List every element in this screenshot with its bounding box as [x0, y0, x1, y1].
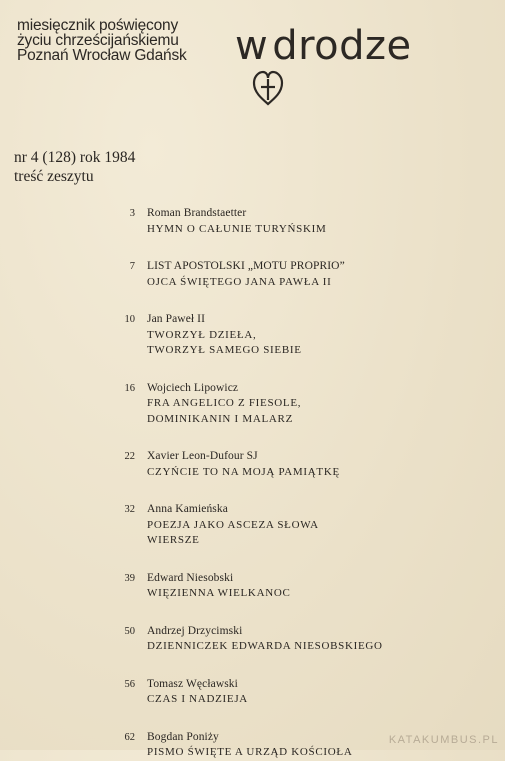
table-of-contents	[118, 206, 488, 761]
toc-author: Wojciech Lipowicz	[147, 381, 239, 394]
toc-title: TWORZYŁ SAMEGO SIEBIE	[147, 344, 302, 356]
toc-entry	[118, 312, 488, 359]
toc-page-number: 22	[124, 451, 135, 462]
magazine-title-first: w	[235, 23, 269, 69]
toc-entry	[118, 571, 488, 602]
toc-page-number: 3	[129, 208, 135, 219]
toc-title: PISMO ŚWIĘTE A URZĄD KOŚCIOŁA	[147, 746, 353, 758]
toc-entry	[118, 677, 488, 708]
toc-page-number: 62	[124, 731, 135, 743]
toc-author: Anna Kamieńska	[147, 503, 228, 515]
toc-title: FRA ANGELICO Z FIESOLE,	[147, 397, 302, 409]
toc-author: Tomasz Węcławski	[147, 677, 238, 690]
magazine-title	[235, 24, 412, 68]
toc-entry	[118, 624, 488, 655]
toc-title: POEZJA JAKO ASCEZA SŁOWA	[147, 518, 319, 531]
masthead-tagline	[17, 18, 187, 63]
toc-entry	[118, 449, 488, 480]
contents-label: treść zeszytu	[14, 168, 94, 185]
toc-author: Andrzej Drzycimski	[147, 624, 243, 637]
tagline-line: miesięcznik poświęcony	[17, 17, 178, 34]
toc-page-number: 56	[124, 678, 135, 690]
toc-author: Jan Paweł II	[147, 313, 206, 325]
issue-number: nr 4 (128) rok 1984	[14, 149, 136, 166]
toc-page-number: 7	[129, 261, 135, 272]
toc-entry	[118, 206, 488, 237]
toc-page-number: 50	[124, 625, 135, 637]
toc-title: OJCA ŚWIĘTEGO JANA PAWŁA II	[147, 275, 332, 288]
toc-title: HYMN O CAŁUNIE TURYŃSKIM	[147, 222, 327, 235]
toc-page-number: 16	[124, 382, 135, 394]
toc-title: TWORZYŁ DZIEŁA,	[147, 328, 257, 341]
toc-author: LIST APOSTOLSKI „MOTU PROPRIO”	[147, 260, 345, 272]
issue-info	[14, 148, 135, 186]
toc-author: Edward Niesobski	[147, 571, 234, 584]
toc-entry	[118, 381, 488, 428]
cross-heart-logo-icon	[251, 66, 285, 106]
masthead	[17, 18, 487, 108]
toc-page-number: 32	[124, 504, 135, 515]
toc-entry	[118, 502, 488, 549]
toc-title: DOMINIKANIN I MALARZ	[147, 412, 293, 425]
toc-page-number: 10	[124, 314, 135, 325]
toc-title: DZIENNICZEK EDWARDA NIESOBSKIEGO	[147, 640, 383, 652]
toc-page-number: 39	[124, 572, 135, 584]
toc-author: Bogdan Poniży	[147, 730, 219, 743]
toc-author: Roman Brandstaetter	[147, 207, 247, 219]
toc-title: CZAS I NADZIEJA	[147, 693, 248, 705]
toc-title: WIĘZIENNA WIELKANOC	[147, 587, 291, 599]
toc-title: CZYŃCIE TO NA MOJĄ PAMIĄTKĘ	[147, 465, 340, 478]
toc-title: WIERSZE	[147, 534, 200, 546]
watermark: KATAKUMBUS.PL	[388, 734, 499, 746]
toc-author: Xavier Leon-Dufour SJ	[147, 450, 258, 462]
tagline-line: Poznań Wrocław Gdańsk	[17, 47, 187, 64]
magazine-title-rest: drodze	[272, 23, 412, 69]
toc-entry	[118, 259, 488, 290]
tagline-line: życiu chrześcijańskiemu	[17, 32, 179, 49]
